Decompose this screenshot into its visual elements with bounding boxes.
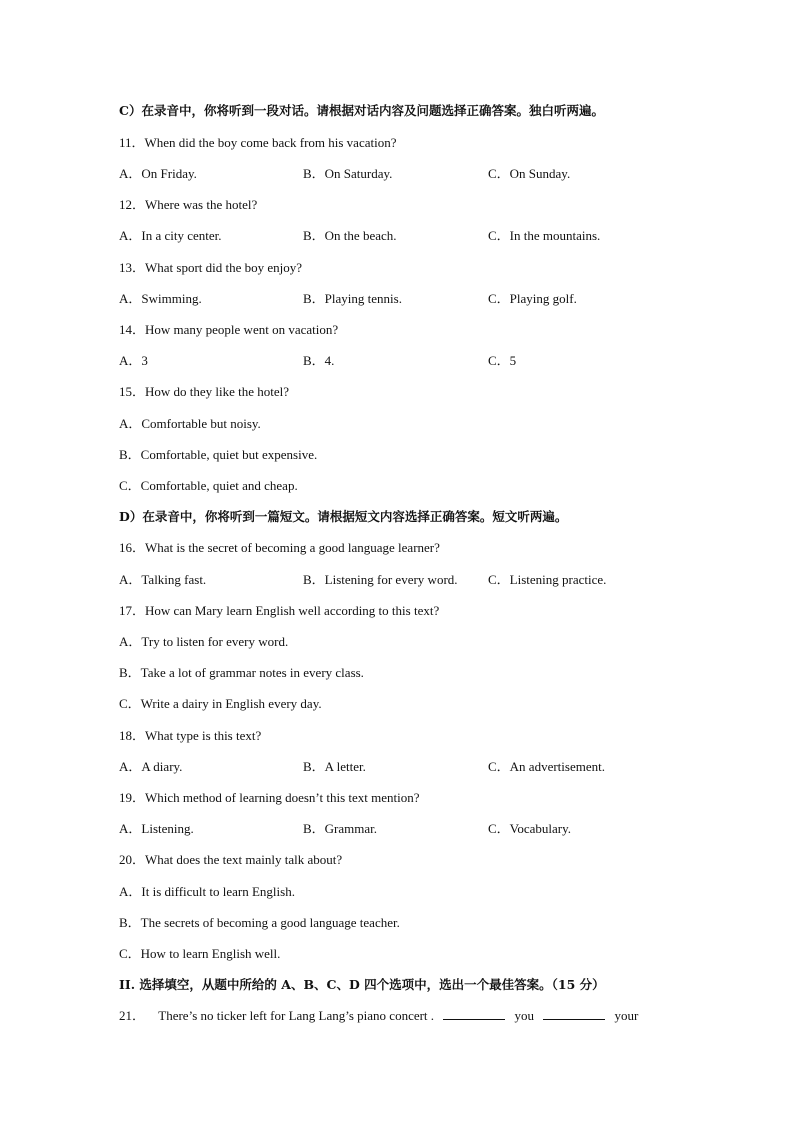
option-17-b: B．Take a lot of grammar notes in every class. (119, 665, 364, 680)
option-c: C．Vocabulary. (488, 821, 572, 836)
option-b: B．Listening for every word. (303, 572, 458, 587)
section-c-heading: C）在录音中，你将听到一段对话。请根据对话内容及问题选择正确答案。独白听两遍。 (119, 103, 604, 118)
question-21-text: There’s no ticker left for Lang Lang’s piano concert . (158, 1008, 435, 1023)
option-15-a: A．Comfortable but noisy. (119, 416, 261, 431)
option-17-c: C．Write a dairy in English every day. (119, 696, 322, 711)
option-c: C．Playing golf. (488, 291, 577, 306)
question-21-word-1: you (514, 1008, 535, 1023)
answer-blank-2[interactable] (543, 1007, 605, 1020)
option-c: C．On Sunday. (488, 166, 571, 181)
options-11 (119, 164, 679, 184)
option-b: B．A letter. (303, 759, 366, 774)
option-b: B．Grammar. (303, 821, 378, 836)
option-15-b: B．Comfortable, quiet but expensive. (119, 447, 318, 462)
question-21-number: 21． (119, 1008, 146, 1023)
question-21 (119, 1006, 638, 1026)
question-18: 18．What type is this text? (119, 728, 262, 743)
option-c: C．5 (488, 353, 517, 368)
option-a: A．3 (119, 353, 148, 368)
option-a: A．On Friday. (119, 166, 197, 181)
options-19 (119, 819, 679, 839)
question-19: 19．Which method of learning doesn’t this text mention? (119, 790, 420, 805)
question-17: 17．How can Mary learn English well according to this text? (119, 603, 440, 618)
option-c: C．Listening practice. (488, 572, 607, 587)
option-b: B．Playing tennis. (303, 291, 402, 306)
answer-blank-1[interactable] (443, 1007, 505, 1020)
section-d-heading: D）在录音中，你将听到一篇短文。请根据短文内容选择正确答案。短文听两遍。 (119, 509, 568, 524)
options-16 (119, 570, 679, 590)
option-b: B．On Saturday. (303, 166, 393, 181)
options-13 (119, 289, 679, 309)
options-12 (119, 226, 679, 246)
section-ii-heading: II. 选择填空，从题中所给的 A、B、C、D 四个选项中，选出一个最佳答案。（15 分） (119, 977, 605, 992)
option-20-b: B．The secrets of becoming a good language teacher. (119, 915, 400, 930)
question-11: 11．When did the boy come back from his vacation? (119, 135, 397, 150)
option-a: A．A diary. (119, 759, 183, 774)
option-c: C．An advertisement. (488, 759, 605, 774)
option-b: B．4. (303, 353, 335, 368)
option-a: A．Swimming. (119, 291, 202, 306)
option-20-c: C．How to learn English well. (119, 946, 281, 961)
question-15: 15．How do they like the hotel? (119, 384, 290, 399)
option-b: B．On the beach. (303, 228, 397, 243)
question-14: 14．How many people went on vacation? (119, 322, 339, 337)
question-12: 12．Where was the hotel? (119, 197, 258, 212)
question-21-word-2: your (614, 1008, 639, 1023)
option-a: A．Talking fast. (119, 572, 207, 587)
option-15-c: C．Comfortable, quiet and cheap. (119, 478, 298, 493)
option-17-a: A．Try to listen for every word. (119, 634, 289, 649)
options-18 (119, 757, 679, 777)
option-c: C．In the mountains. (488, 228, 601, 243)
question-16: 16．What is the secret of becoming a good language learner? (119, 540, 440, 555)
option-20-a: A．It is difficult to learn English. (119, 884, 295, 899)
option-a: A．In a city center. (119, 228, 222, 243)
option-a: A．Listening. (119, 821, 194, 836)
question-13: 13．What sport did the boy enjoy? (119, 260, 303, 275)
options-14 (119, 351, 679, 371)
question-20: 20．What does the text mainly talk about? (119, 852, 343, 867)
